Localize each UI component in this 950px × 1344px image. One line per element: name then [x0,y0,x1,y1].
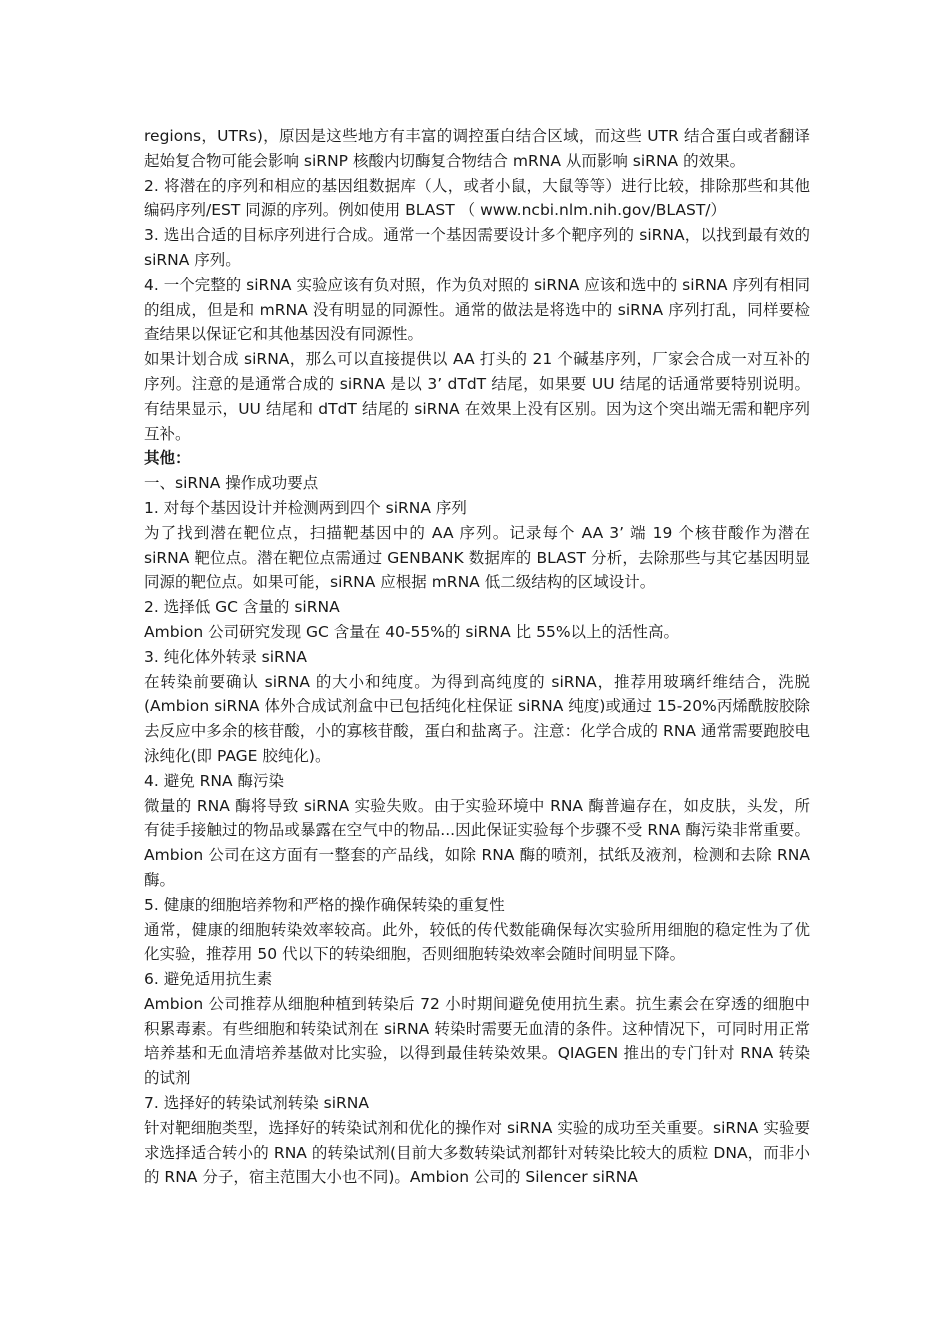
paragraph-step-2-blast: 2. 将潜在的序列和相应的基因组数据库（人，或者小鼠，大鼠等等）进行比较，排除那些和其他编码序列/EST 同源的序列。例如使用 BLAST （ www.ncbi.nlm.nih.gov/BLAST/） [144,176,810,220]
item-heading-2: 2. 选择低 GC 含量的 siRNA [144,598,340,617]
section-title-success-keys: 一、siRNA 操作成功要点 [144,474,319,493]
paragraph-synthesis-notes: 如果计划合成 siRNA，那么可以直接提供以 AA 打头的 21 个碱基序列，厂家会合成一对互补的序列。注意的是通常合成的 siRNA 是以 3’ dTdT 结尾，如果要 UU 结尾的话通常要特别说明。有结果显示，UU 结尾和 dTdT 结尾的 siRNA 在效果上没有区别。因为这个突出端无需和靶序列互补。 [144,350,810,443]
item-heading-3: 3. 纯化体外转录 siRNA [144,647,307,666]
item-heading-4: 4. 避免 RNA 酶污染 [144,771,285,790]
paragraph-step-4-negative-control: 4. 一个完整的 siRNA 实验应该有负对照，作为负对照的 siRNA 应该和选中的 siRNA 序列有相同的组成，但是和 mRNA 没有明显的同源性。通常的做法是将选中的 siRNA 序列打乱，同样要检查结果以保证它和其他基因没有同源性。 [144,275,810,344]
paragraph-step-3-synthesis: 3. 选出合适的目标序列进行合成。通常一个基因需要设计多个靶序列的 siRNA，以找到最有效的 siRNA 序列。 [144,226,810,269]
item-body-7: 针对靶细胞类型，选择好的转染试剂和优化的操作对 siRNA 实验的成功至关重要。siRNA 实验要求选择适合转小的 RNA 的转染试剂(目前大多数转染试剂都针对转染比较大的质粒 DNA，而非小的 RNA 分子，宿主范围大小也不同)。Ambion 公司的 Silencer siRNA [144,1118,810,1187]
item-heading-5: 5. 健康的细胞培养物和严格的操作确保转染的重复性 [144,895,505,914]
section-heading-other: 其他： [144,449,191,468]
item-body-4: 微量的 RNA 酶将导致 siRNA 实验失败。由于实验环境中 RNA 酶普遍存在，如皮肤，头发，所有徒手接触过的物品或暴露在空气中的物品...因此保证实验每个步骤不受 RNA 酶污染非常重要。Ambion 公司在这方面有一整套的产品线，如除 RNA 酶的喷剂，拭纸及液剂，检测和去除 RNA 酶。 [144,796,810,889]
item-heading-1: 1. 对每个基因设计并检测两到四个 siRNA 序列 [144,498,467,517]
item-body-6: Ambion 公司推荐从细胞种植到转染后 72 小时期间避免使用抗生素。抗生素会在穿透的细胞中积累毒素。有些细胞和转染试剂在 siRNA 转染时需要无血清的条件。这种情况下，可同时用正常培养基和无血清培养基做对比实验，以得到最佳转染效果。QIAGEN 推出的专门针对 RNA 转染的试剂 [144,994,810,1088]
paragraph-utr-regions: regions，UTRs)，原因是这些地方有丰富的调控蛋白结合区域，而这些 UTR 结合蛋白或者翻译起始复合物可能会影响 siRNP 核酸内切酶复合物结合 mRNA 从而影响 siRNA 的效果。 [144,127,810,170]
item-body-5: 通常，健康的细胞转染效率较高。此外，较低的传代数能确保每次实验所用细胞的稳定性为了优化实验，推荐用 50 代以下的转染细胞，否则细胞转染效率会随时间明显下降。 [144,920,810,964]
item-body-3: 在转染前要确认 siRNA 的大小和纯度。为得到高纯度的 siRNA，推荐用玻璃纤维结合，洗脱(Ambion siRNA 体外合成试剂盒中已包括纯化柱保证 siRNA 纯度)或通过 15-20%丙烯酰胺胶除去反应中多余的核苷酸，小的寡核苷酸，蛋白和盐离子。注意：化学合成的 RNA 通常需要跑胶电泳纯化(即 PAGE 胶纯化)。 [144,672,810,765]
item-heading-7: 7. 选择好的转染试剂转染 siRNA [144,1094,369,1113]
item-heading-6: 6. 避免适用抗生素 [144,970,273,989]
document-body [144,124,810,1190]
item-body-1: 为了找到潜在靶位点，扫描靶基因中的 AA 序列。记录每个 AA 3’ 端 19 个核苷酸作为潜在 siRNA 靶位点。潜在靶位点需通过 GENBANK 数据库的 BLAST 分析，去除那些与其它基因明显同源的靶位点。如果可能，siRNA 应根据 mRNA 低二级结构的区域设计。 [144,523,810,592]
item-body-2: Ambion 公司研究发现 GC 含量在 40-55%的 siRNA 比 55%以上的活性高。 [144,622,680,641]
